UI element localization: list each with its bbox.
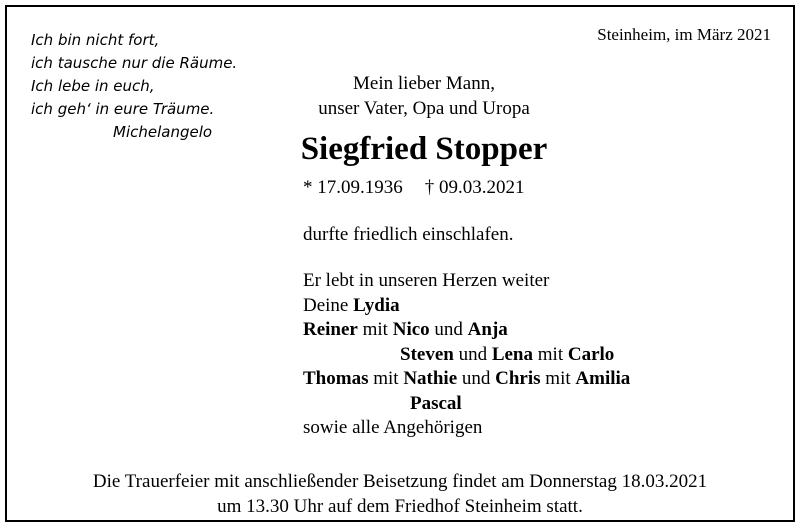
mourners-line-7: sowie alle Angehörigen xyxy=(303,417,483,438)
mourners-line-5 xyxy=(303,367,630,392)
text-fragment: Deine xyxy=(303,294,354,316)
poem-line: Ich lebe in euch, xyxy=(31,77,155,95)
life-dates xyxy=(303,177,525,199)
birth-date: * 17.09.1936 xyxy=(303,177,403,198)
mourner-name: Anja xyxy=(467,319,508,340)
text-fragment: und xyxy=(457,368,496,389)
poem-line: ich geh‘ in eure Träume. xyxy=(31,100,215,118)
place-and-date: Steinheim, im März 2021 xyxy=(597,25,771,44)
mourner-name: Carlo xyxy=(567,343,615,365)
deceased-name: Siegfried Stopper xyxy=(300,131,548,167)
mourners-line-3 xyxy=(303,318,630,343)
funeral-line-2: um 13.30 Uhr auf dem Friedhof Steinheim statt. xyxy=(217,496,583,517)
intro-text xyxy=(297,71,551,121)
mourner-name: Lena xyxy=(491,343,534,365)
text-fragment: mit xyxy=(533,343,568,365)
funeral-line-1: Die Trauerfeier mit anschließender Beisetzung findet am Donnerstag 18.03.2021 xyxy=(92,471,708,492)
mourner-name: Steven xyxy=(400,343,454,365)
mourner-name: Pascal xyxy=(410,392,462,414)
mourner-name: Chris xyxy=(495,368,541,389)
mourner-name: Nathie xyxy=(403,368,458,389)
intro-line-1: Mein lieber Mann, xyxy=(353,73,495,94)
poem-author: Michelangelo xyxy=(113,123,213,141)
text-fragment: und xyxy=(429,319,468,340)
death-date: † 09.03.2021 xyxy=(424,177,525,198)
obituary-card xyxy=(5,5,795,522)
mourners-line-2 xyxy=(303,294,630,319)
intro-line-2: unser Vater, Opa und Uropa xyxy=(318,98,530,119)
poem-line: Ich bin nicht fort, xyxy=(31,31,160,49)
text-fragment: mit xyxy=(368,368,404,389)
text-fragment: mit xyxy=(540,368,576,389)
text-fragment: mit xyxy=(357,319,393,340)
mourners-line-1: Er lebt in unseren Herzen weiter xyxy=(303,270,550,291)
passed-away-text: durfte friedlich einschlafen. xyxy=(303,224,514,245)
mourner-name: Lydia xyxy=(353,294,400,316)
mourners-line-6 xyxy=(303,392,630,417)
text-fragment: und xyxy=(453,343,492,365)
mourners-line-4 xyxy=(303,343,630,368)
mourner-name: Nico xyxy=(392,319,430,340)
funeral-info xyxy=(7,469,793,519)
mourner-name: Amilia xyxy=(575,368,631,389)
mourner-name: Thomas xyxy=(303,368,369,389)
mourner-name: Reiner xyxy=(303,319,358,340)
mourners-list xyxy=(303,269,630,441)
poem-line: ich tausche nur die Räume. xyxy=(31,54,238,72)
poem-quote xyxy=(31,29,237,144)
